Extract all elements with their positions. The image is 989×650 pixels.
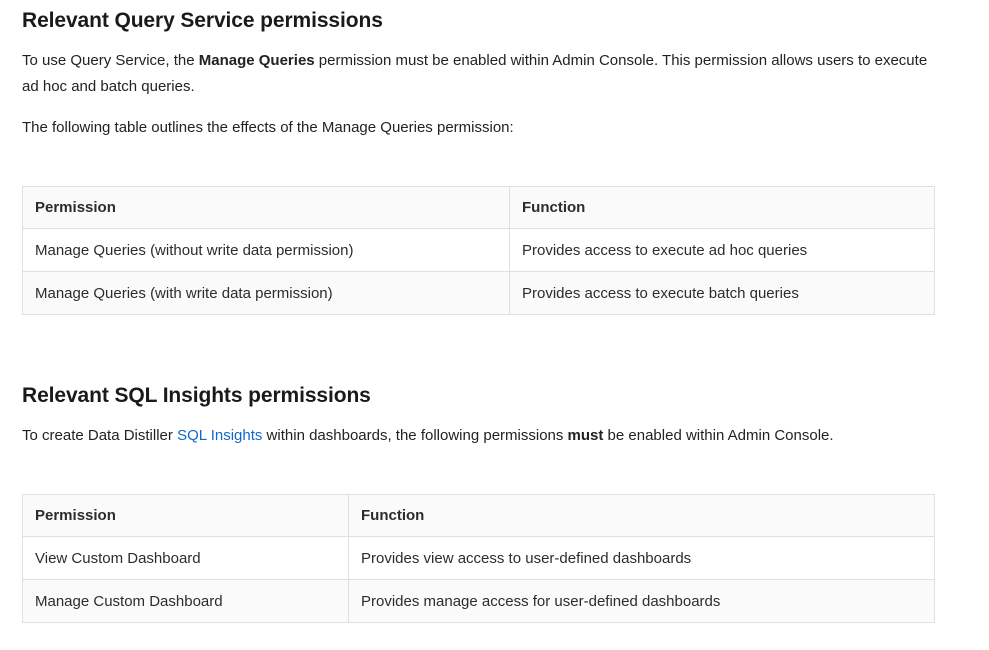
intro-bold-text: must [567,427,604,444]
intro-text: To use Query Service, the [22,52,199,69]
table-row [23,537,935,580]
table-row [23,272,935,315]
sql-insights-intro [22,423,834,449]
intro-text: To create Data Distiller [22,427,178,444]
table-cell: Provides view access to user-defined dashboards [349,537,935,580]
table-row [23,229,935,272]
column-header-function: Function [510,187,935,229]
table-cell: Provides access to execute batch queries [510,272,935,315]
table-cell: Manage Queries (without write data permission) [23,229,510,272]
column-header-function: Function [349,495,935,537]
intro-text: be enabled within Admin Console. [603,427,834,444]
intro-text: within dashboards, the following permissions [262,427,568,444]
table-cell: Manage Custom Dashboard [23,580,349,623]
table-cell: Provides manage access for user-defined dashboards [349,580,935,623]
sql-insights-link[interactable]: SQL Insights [177,427,263,444]
section-heading-query-service: Relevant Query Service permissions [22,9,383,32]
query-service-permissions-table [22,186,935,315]
table-cell: Manage Queries (with write data permission) [23,272,510,315]
table-row [23,580,935,623]
table-header-row [23,495,935,537]
table-header-row [23,187,935,229]
query-service-intro [22,48,934,100]
section-heading-sql-insights: Relevant SQL Insights permissions [22,384,371,407]
intro-text: permission must be enabled within Admin Console. This permission allows users to execute ad hoc and batch queries. [22,52,928,95]
sql-insights-permissions-table [22,494,935,623]
table-cell: View Custom Dashboard [23,537,349,580]
table-intro: The following table outlines the effects of the Manage Queries permission: [22,119,514,136]
table-cell: Provides access to execute ad hoc queries [510,229,935,272]
column-header-permission: Permission [23,187,510,229]
column-header-permission: Permission [23,495,349,537]
intro-bold-text: Manage Queries [198,52,315,69]
